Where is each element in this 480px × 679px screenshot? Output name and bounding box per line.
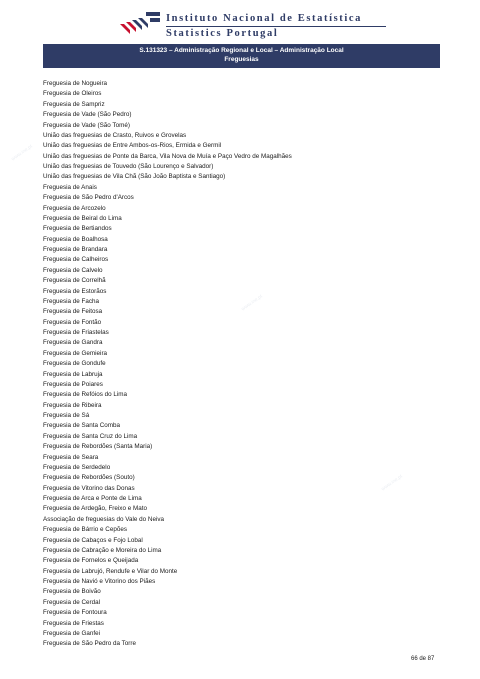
watermark: www.ine.pt: [380, 473, 404, 493]
list-item: Freguesia de Sampriz: [43, 100, 105, 108]
list-item: Freguesia de Beiral do Lima: [43, 214, 122, 222]
list-item: Freguesia de Fornelos e Queijada: [43, 557, 139, 565]
section-subtitle: Freguesias: [224, 56, 259, 63]
list-item: Freguesia de São Pedro da Torre: [43, 640, 136, 648]
list-item: Freguesia de Labruja: [43, 370, 103, 378]
list-item: Freguesia de Calheiros: [43, 256, 109, 264]
list-item: Freguesia de Oleiros: [43, 90, 102, 98]
list-item: Freguesia de Vade (São Tomé): [43, 121, 130, 129]
list-item: Freguesia de Arca e Ponte de Lima: [43, 495, 142, 502]
list-item: Freguesia de Feitosa: [43, 308, 103, 316]
list-item: Freguesia de Gandra: [43, 339, 103, 347]
list-item: Freguesia de Bertiandos: [43, 225, 112, 233]
list-item: Freguesia de Anais: [43, 183, 97, 191]
list-item: União das freguesias de Entre Ambos-os-Rios, Ermida e Germil: [43, 142, 222, 150]
list-item: União das freguesias de Ponte da Barca, Vila Nova de Muía e Paço Vedro de Magalhães: [43, 152, 292, 160]
list-item: Freguesia de Seara: [43, 453, 99, 461]
list-item: Freguesia de Vade (São Pedro): [43, 111, 132, 119]
section-title-bar: [43, 44, 440, 68]
list-item: Freguesia de Santa Cruz do Lima: [43, 432, 138, 440]
list-item: Freguesia de Poiares: [43, 380, 103, 388]
brand-text: [166, 13, 456, 40]
list-item: Freguesia de Ganfei: [43, 629, 101, 637]
list-item: Freguesia de Facha: [43, 297, 100, 305]
list-item: Freguesia de Ribeira: [43, 401, 102, 409]
list-item: União das freguesias de Touvedo (São Lourenço e Salvador): [43, 163, 214, 170]
list-item: Freguesia de Boalhosa: [43, 235, 108, 243]
list-item: Freguesia de Rebordões (Santa Maria): [43, 443, 153, 451]
section-title: S.131323 – Administração Regional e Local – Administração Local: [139, 47, 344, 54]
ine-logo-icon: [118, 10, 162, 38]
watermark: www.ine.pt: [10, 143, 34, 163]
list-item: Freguesia de Cerdal: [43, 598, 101, 606]
list-item: Freguesia de Friestas: [43, 619, 104, 627]
brand-divider: [166, 26, 386, 27]
list-item: Freguesia de Serdedelo: [43, 463, 111, 471]
page-number: 66 de 87: [411, 656, 435, 662]
list-item: Freguesia de Gemieira: [43, 349, 108, 357]
list-item: Freguesia de São Pedro d'Arcos: [43, 194, 134, 202]
list-item: Freguesia de Vitorino das Donas: [43, 484, 135, 492]
list-item: Freguesia de Boivão: [43, 588, 101, 596]
list-item: Freguesia de Estorãos: [43, 287, 107, 295]
list-item: Associação de freguesias do Vale do Neiva: [43, 515, 164, 523]
list-item: Freguesia de Nogueira: [43, 80, 108, 87]
list-item: Freguesia de Friastelas: [43, 329, 109, 336]
list-item: Freguesia de Fontoura: [43, 609, 107, 617]
list-item: Freguesia de Rebordões (Souto): [43, 474, 135, 482]
list-item: Freguesia de Gondufe: [43, 360, 106, 368]
list-item: Freguesia de Sá: [43, 412, 90, 419]
page-header: [0, 0, 480, 44]
list-item: Freguesia de Fontão: [43, 318, 102, 326]
list-item: Freguesia de Bárrio e Cepões: [43, 526, 128, 534]
list-item: Freguesia de Navió e Vitorino dos Piães: [43, 578, 156, 585]
org-name-en: Statistics Portugal: [166, 28, 279, 39]
list-item: Freguesia de Cabração e Moreira do Lima: [43, 546, 162, 554]
list-item: Freguesia de Labrujó, Rendufe e Vilar do Monte: [43, 567, 178, 575]
org-name: Instituto Nacional de Estatística: [166, 13, 363, 24]
list-item: Freguesia de Arcozelo: [43, 204, 106, 212]
list-item: União das freguesias de Crasto, Ruivos e Grovelas: [43, 131, 187, 139]
list-item: Freguesia de Refóios do Lima: [43, 391, 128, 399]
list-item: Freguesia de Cabaços e Fojo Lobal: [43, 536, 143, 544]
list-item: Freguesia de Brandara: [43, 246, 108, 253]
watermark: www.ine.pt: [240, 293, 264, 313]
list-item: Freguesia de Ardegão, Freixo e Mato: [43, 505, 147, 513]
list-item: União das freguesias de Vila Chã (São João Baptista e Santiago): [43, 173, 226, 181]
list-item: Freguesia de Calvelo: [43, 266, 103, 274]
list-item: Freguesia de Santa Comba: [43, 422, 121, 430]
list-item: Freguesia de Correlhã: [43, 277, 106, 285]
freguesias-list: [43, 79, 443, 650]
